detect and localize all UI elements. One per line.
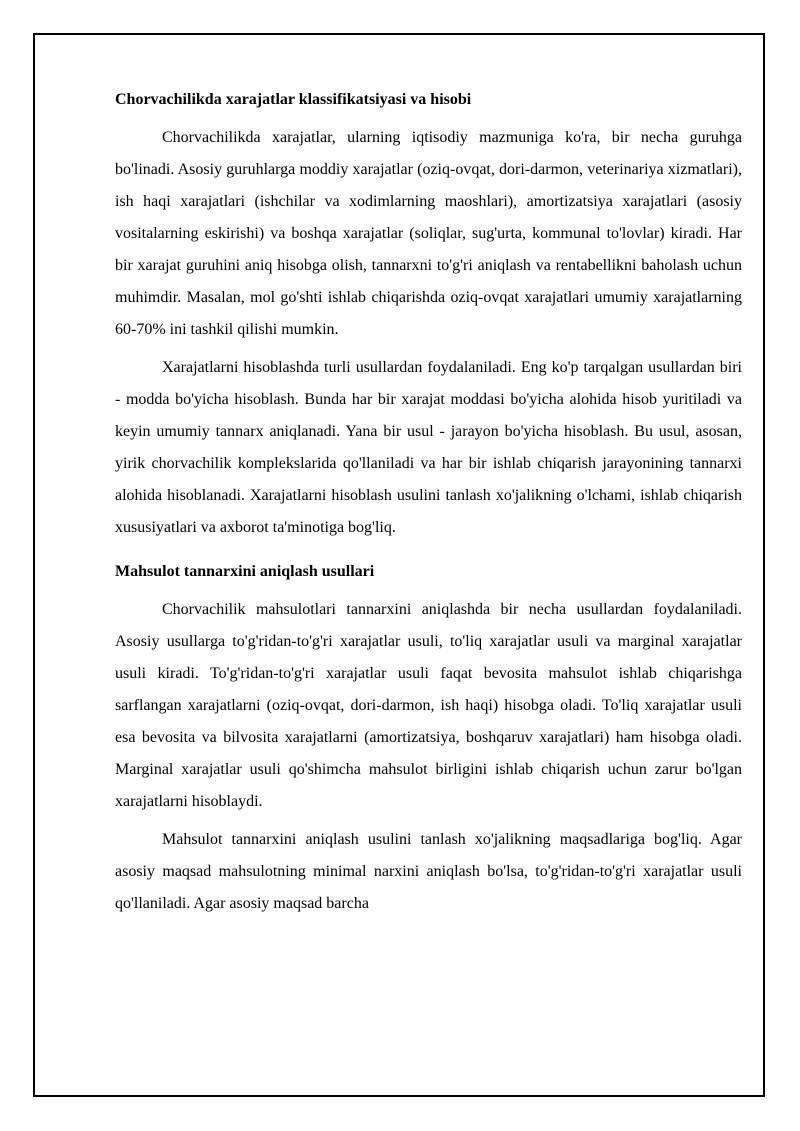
document-body [115,86,742,926]
paragraph: Chorvachilik mahsulotlari tannarxini aniqlashda bir necha usullardan foydalaniladi. Asosiy usullarga to'g'ridan-to'g'ri xarajatlar usuli, to'liq xarajatlar usuli va marginal xarajatlar usuli kiradi. To'g'ridan-to'g'ri xarajatlar usuli faqat bevosita mahsulot ishlab chiqarishga sarflangan xarajatlarni (oziq-ovqat, dori-darmon, ish haqi) hisobga oladi. To'liq xarajatlar usuli esa bevosita va bilvosita xarajatlarni (amortizatsiya, boshqaruv xarajatlari) ham hisobga oladi. Marginal xarajatlar usuli qo'shimcha mahsulot birligini ishlab chiqarish uchun zarur bo'lgan xarajatlarni hisoblaydi. [115,601,742,810]
section-heading: Mahsulot tannarxini aniqlash usullari [115,563,375,580]
paragraph: Mahsulot tannarxini aniqlash usulini tanlash xo'jalikning maqsadlariga bog'liq. Agar asosiy maqsad mahsulotning minimal narxini aniqlash bo'lsa, to'g'ridan-to'g'ri xarajatlar usuli qo'llaniladi. Agar asosiy maqsad barcha [115,831,742,912]
section-heading: Chorvachilikda xarajatlar klassifikatsiyasi va hisobi [115,91,472,108]
paragraph: Xarajatlarni hisoblashda turli usullardan foydalaniladi. Eng ko'p tarqalgan usullardan biri - modda bo'yicha hisoblash. Bunda har bir xarajat moddasi bo'yicha alohida hisob yuritiladi va keyin umumiy tannarx aniqlanadi. Yana bir usul - jarayon bo'yicha hisoblash. Bu usul, asosan, yirik chorvachilik komplekslarida qo'llaniladi va har bir ishlab chiqarish jarayonining tannarxi alohida hisoblanadi. Xarajatlarni hisoblash usulini tanlash xo'jalikning o'lchami, ishlab chiqarish xususiyatlari va axborot ta'minotiga bog'liq. [115,359,742,536]
paragraph: Chorvachilikda xarajatlar, ularning iqtisodiy mazmuniga ko'ra, bir necha guruhga bo'linadi. Asosiy guruhlarga moddiy xarajatlar (oziq-ovqat, dori-darmon, veterinariya xizmatlari), ish haqi xarajatlari (ishchilar va xodimlarning maoshlari), amortizatsiya xarajatlari (asosiy vositalarning eskirishi) va boshqa xarajatlar (soliqlar, sug'urta, kommunal to'lovlar) kiradi. Har bir xarajat guruhini aniq hisobga olish, tannarxni to'g'ri aniqlash va rentabellikni baholash uchun muhimdir. Masalan, mol go'shti ishlab chiqarishda oziq-ovqat xarajatlari umumiy xarajatlarning 60-70% ini tashkil qilishi mumkin. [115,129,742,338]
